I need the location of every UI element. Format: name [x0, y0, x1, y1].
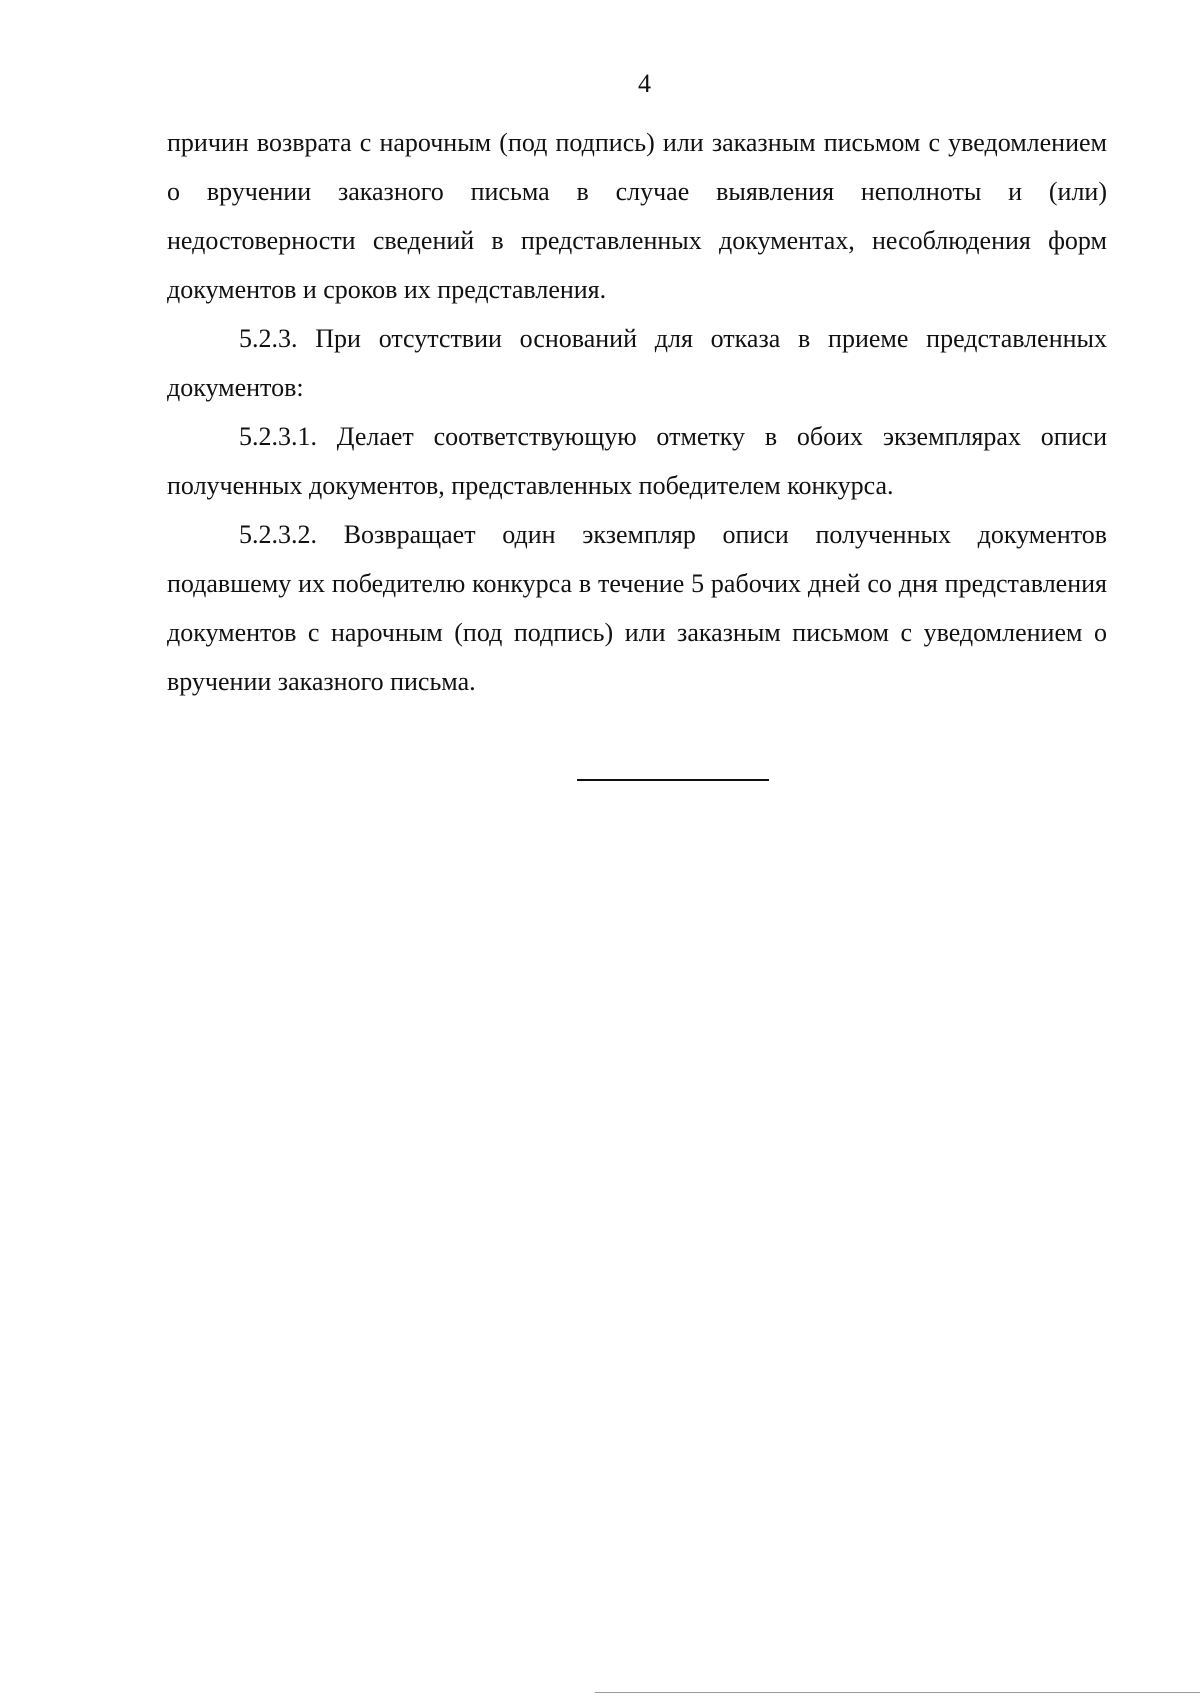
- document-body: [167, 118, 1107, 706]
- end-of-text-rule: [577, 779, 769, 781]
- page-number: 4: [638, 69, 651, 98]
- scan-edge-line: [595, 1692, 1200, 1693]
- paragraph-5-2-3-1: 5.2.3.1. Делает соответствующую отметку в обоих экземплярах описи полученных документов, представленных победителем конкурса.: [167, 422, 1107, 500]
- paragraph-5-2-3-2: 5.2.3.2. Возвращает один экземпляр описи полученных документов подавшему их победителю конкурса в течение 5 рабочих дней со дня представления документов с нарочным (под подпись) или заказным письмом с уведомлением о вручении заказного письма.: [167, 520, 1107, 696]
- paragraph-5-2-3: 5.2.3. При отсутствии оснований для отказа в приеме представленных документов:: [167, 324, 1107, 402]
- paragraph-continuation: причин возврата с нарочным (под подпись) или заказным письмом с уведомлением о вручении заказного письма в случае выявления неполноты и (или) недостоверности сведений в представленных документах, несоблюдения форм документов и сроков их представления.: [167, 128, 1107, 304]
